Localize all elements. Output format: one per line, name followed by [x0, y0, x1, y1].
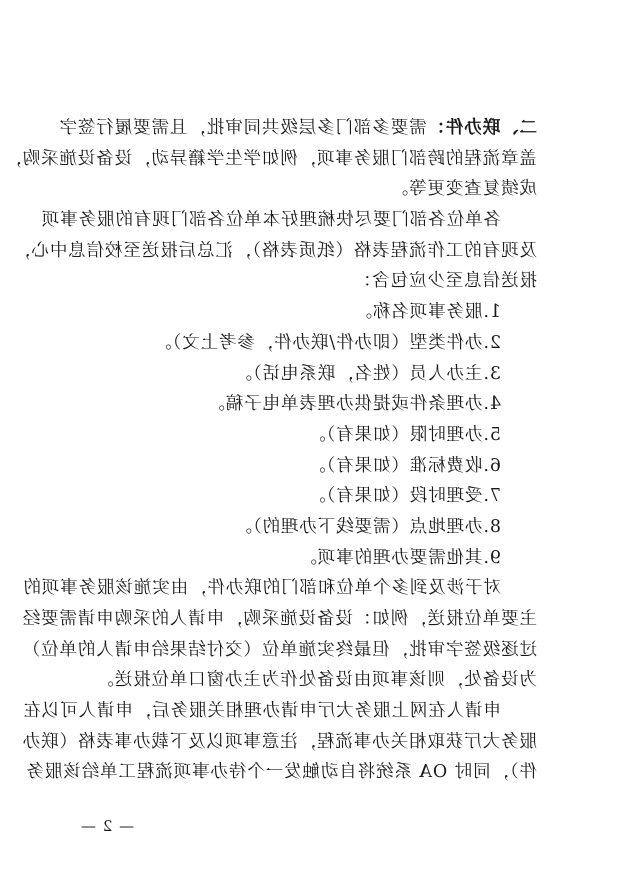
paragraph-line-19: 为设备处，则该事项由设备处作为主办窗口单位报送。: [95, 670, 537, 691]
list-item-6: 6.收费标准（如果有）。: [307, 455, 501, 476]
paragraph-line-2: 盖章流程的跨部门服务事项，例如学生学籍异动，设备设施采购，: [3, 148, 537, 169]
paragraph-line-17: 主要单位报送，例如：设备设施采购，申请人的采购申请需要经: [21, 609, 537, 629]
paragraph-line-18: 过逐级签字审批，但最终实施单位（交付结果给申请人的单位）: [21, 639, 537, 660]
list-item-7: 7.受理时段（如果有）。: [307, 486, 501, 507]
paragraph-line-20: 申请人在网上服务大厅申请办理相关服务后，申请人可以在: [22, 701, 501, 722]
list-item-2: 2.办件类型（即办件/联办件，参考上文）。: [153, 332, 501, 353]
paragraph-line-6: 报送信息至少应包含：: [353, 271, 537, 292]
paragraph-line-4: 各单位各部门要尽快梳理好本单位各部门现有的服务事项: [41, 210, 501, 231]
list-item-3: 3.主办人员（姓名，联系电话）。: [233, 363, 501, 384]
paragraph-line-16: 对于涉及到多个单位和部门的联办件，由实施该服务事项的: [22, 578, 501, 599]
paragraph-line-5: 及现有的工作流程表格（纸质表格），汇总后报送至校信息中心，: [12, 240, 537, 261]
paragraph-line-1: 二、联办件：需要多部门多层级共同审批，且需要履行签字: [58, 118, 537, 138]
paragraph-line-3: 成绩复查变更等。: [389, 179, 537, 200]
paragraph-line-21: 服务大厅获取相关办事流程，注意事项以及下载办事表格（联办: [21, 731, 537, 752]
list-item-5: 5.办理时限（如果有）。: [307, 424, 501, 445]
list-item-4: 4.办理条件或提供办理表单电子稿。: [206, 394, 501, 415]
page-number: — 2 —: [80, 817, 135, 835]
list-item-1: 1.服务事项名称。: [353, 302, 501, 323]
paragraph-line-22: 件），同时 OA 系统将自动触发一个待办事项流程工单给该服务: [25, 762, 537, 783]
list-item-8: 8.办理地点（需要线下办理的）。: [233, 516, 501, 537]
body-text: [3, 113, 537, 788]
heading-label: 二、联办件：: [426, 118, 537, 138]
list-item-9: 9.其他需要办理的事项。: [298, 547, 501, 568]
